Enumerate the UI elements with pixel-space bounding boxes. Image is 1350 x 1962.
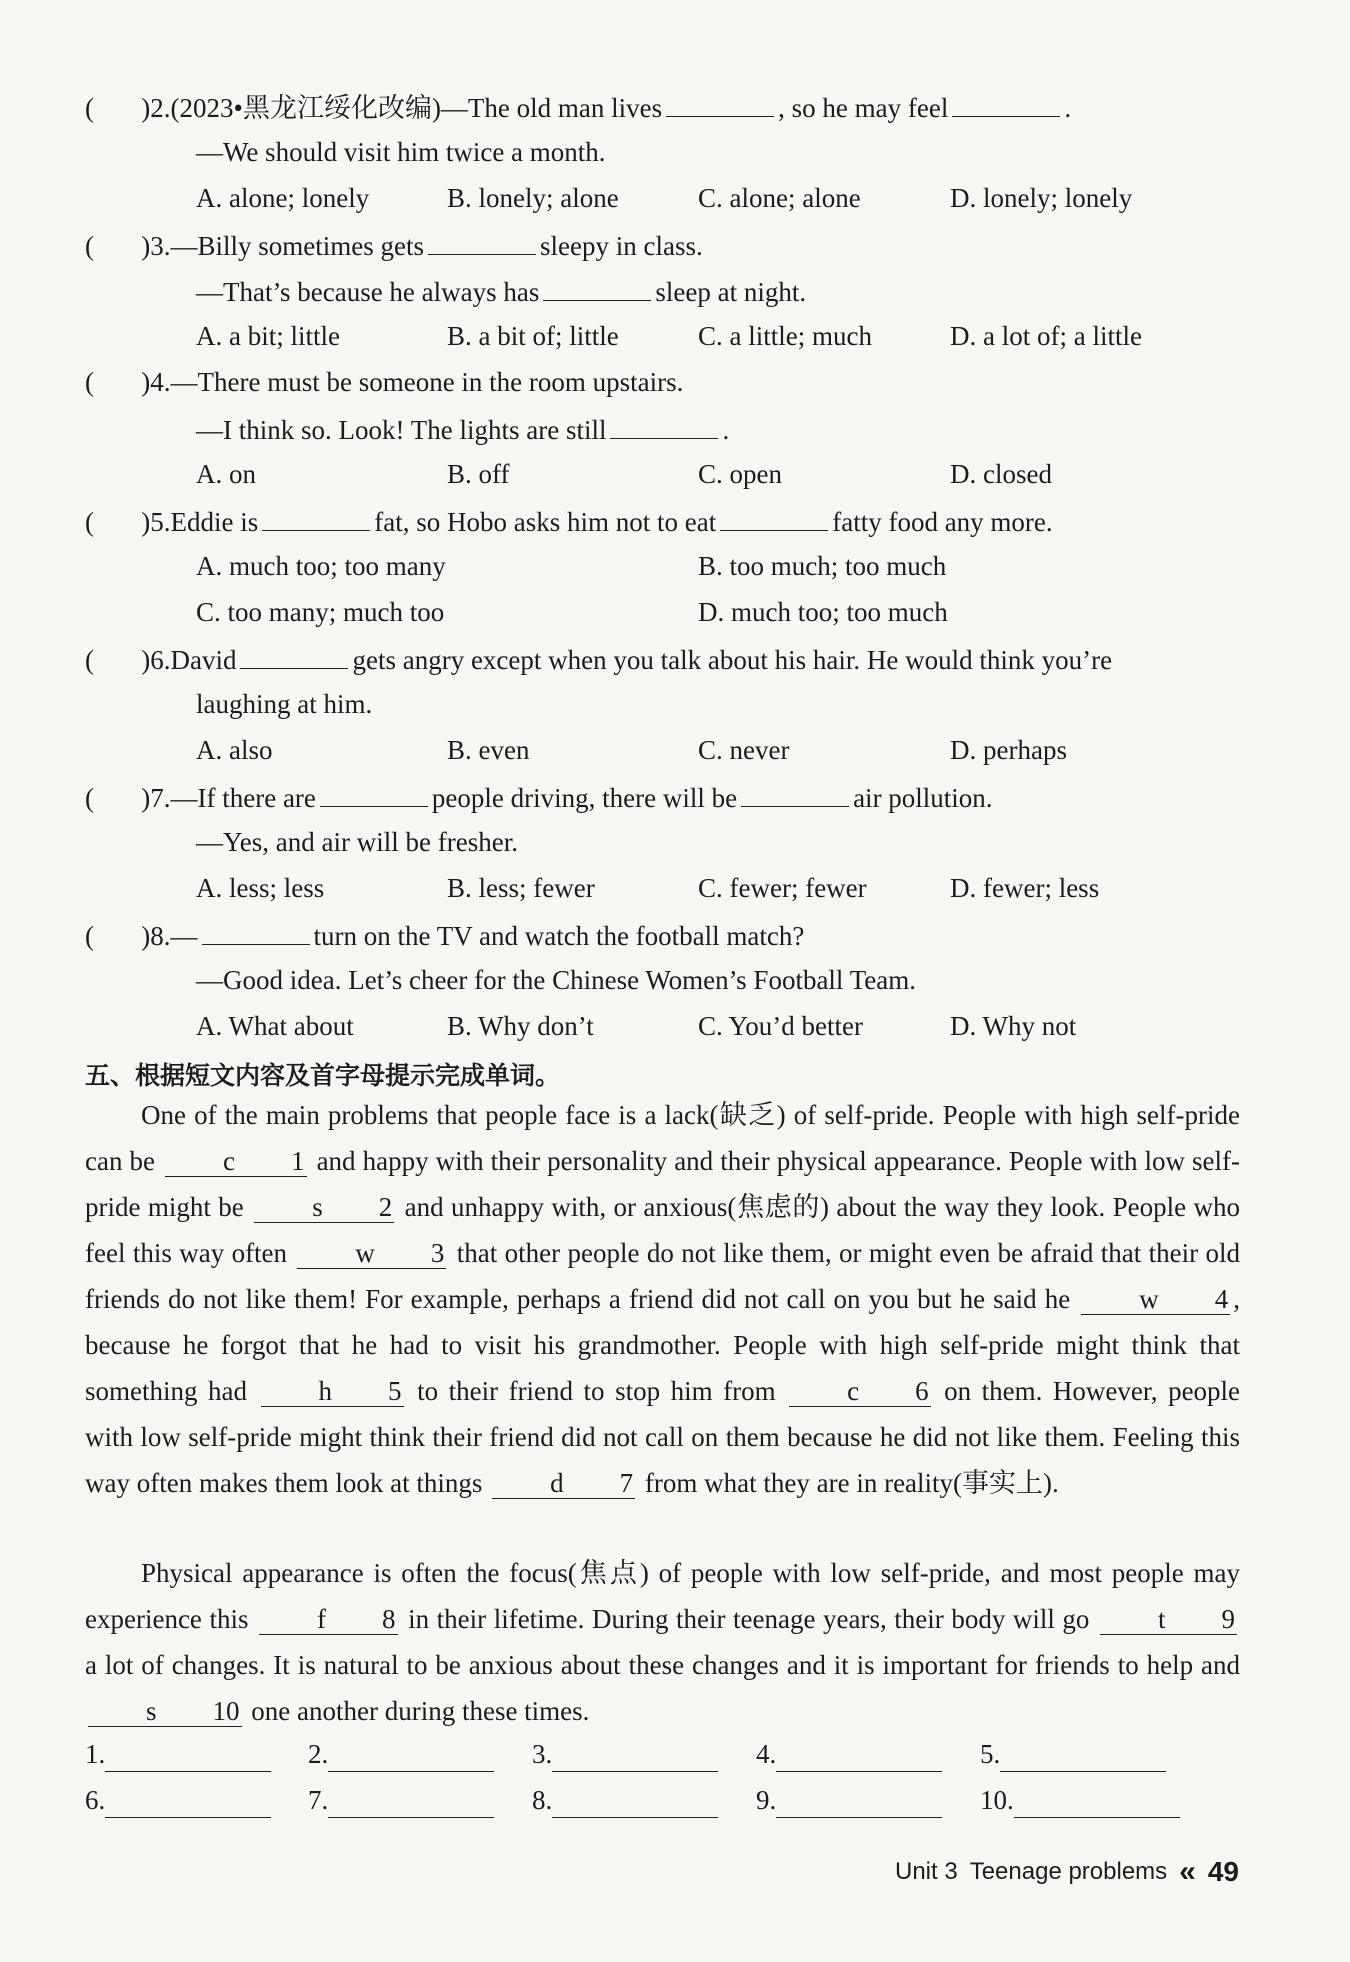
option-c: C. open bbox=[698, 459, 782, 489]
option-b: B. too much; too much bbox=[698, 551, 947, 581]
question-6 bbox=[85, 640, 1112, 678]
word-blank-6[interactable] bbox=[789, 1376, 930, 1407]
option-c: C. You’d better bbox=[698, 1011, 864, 1041]
answer-3[interactable] bbox=[532, 1736, 718, 1772]
answer-blank[interactable] bbox=[610, 410, 718, 439]
word-blank-10[interactable] bbox=[88, 1696, 242, 1727]
passage-text: in their lifetime. During their teenage years, their body will go bbox=[408, 1604, 1090, 1634]
option-d: D. fewer; less bbox=[950, 873, 1100, 903]
answer-blank[interactable] bbox=[240, 640, 348, 669]
option-b: B. off bbox=[447, 459, 510, 489]
answer-line[interactable] bbox=[328, 1787, 494, 1818]
option-c: C. a little; much bbox=[698, 321, 872, 351]
answer-line[interactable] bbox=[776, 1741, 942, 1772]
first-letter: h bbox=[318, 1376, 333, 1406]
question-stem: Eddie is bbox=[170, 507, 259, 537]
question-stem: David bbox=[170, 645, 237, 675]
passage-text: and unhappy with, or anxious(焦虑的) about the way they look. People who feel this way often bbox=[85, 1192, 1241, 1268]
section-heading: 五、根据短文内容及首字母提示完成单词。 bbox=[85, 1061, 561, 1090]
answer-4[interactable] bbox=[756, 1736, 942, 1772]
answer-blank[interactable] bbox=[741, 778, 849, 807]
word-blank-5[interactable] bbox=[261, 1376, 404, 1407]
blank-number: 3 bbox=[430, 1238, 445, 1268]
answer-10[interactable] bbox=[980, 1782, 1180, 1818]
answer-blank[interactable] bbox=[666, 88, 774, 117]
option-a: A. on bbox=[196, 459, 256, 489]
option-b: B. Why don’t bbox=[447, 1011, 594, 1041]
answer-2[interactable] bbox=[308, 1736, 494, 1772]
option-c: C. never bbox=[698, 735, 790, 765]
answer-6[interactable] bbox=[85, 1782, 271, 1818]
answer-label: 7. bbox=[308, 1785, 329, 1815]
option-a: A. much too; too many bbox=[196, 551, 446, 581]
answer-9[interactable] bbox=[756, 1782, 942, 1818]
question-3 bbox=[85, 226, 703, 264]
passage-text: to their friend to stop him from bbox=[417, 1376, 776, 1406]
option-a: A. What about bbox=[196, 1011, 354, 1041]
passage-text: One of the main problems that people face is a lack(缺乏) of self-pride. People with high self-pride can be bbox=[85, 1100, 1240, 1176]
passage-text: Physical appearance is often the focus(焦点) of people with low self-pride, and most people may experience this bbox=[85, 1558, 1240, 1634]
blank-number: 5 bbox=[388, 1376, 402, 1406]
answer-blank[interactable] bbox=[543, 272, 651, 301]
option-d: D. perhaps bbox=[950, 735, 1067, 765]
question-7 bbox=[85, 778, 993, 816]
option-a: A. alone; lonely bbox=[196, 183, 370, 213]
first-letter: s bbox=[146, 1696, 157, 1726]
question-3-reply bbox=[196, 272, 806, 310]
answer-label: 1. bbox=[85, 1739, 106, 1769]
word-blank-3[interactable] bbox=[297, 1238, 446, 1269]
option-d: D. much too; too much bbox=[698, 597, 948, 627]
option-d: D. lonely; lonely bbox=[950, 183, 1133, 213]
blank-number: 4 bbox=[1214, 1284, 1229, 1314]
option-a: A. less; less bbox=[196, 873, 325, 903]
question-4 bbox=[85, 364, 683, 400]
answer-paren[interactable]: ( bbox=[85, 93, 142, 123]
answer-label: 5. bbox=[980, 1739, 1001, 1769]
question-4-reply bbox=[196, 410, 729, 448]
question-stem-mid: sleepy in class. bbox=[540, 231, 703, 261]
first-letter: f bbox=[317, 1604, 327, 1634]
question-stem: —If there are bbox=[170, 783, 316, 813]
answer-label: 9. bbox=[756, 1785, 777, 1815]
question-stem: — bbox=[170, 921, 198, 951]
answer-line[interactable] bbox=[552, 1741, 718, 1772]
passage-text: a lot of changes. It is natural to be anxious about these changes and it is important for friends to help and bbox=[85, 1650, 1240, 1680]
option-b: B. even bbox=[447, 735, 530, 765]
answer-line[interactable] bbox=[105, 1741, 271, 1772]
word-blank-8[interactable] bbox=[259, 1604, 398, 1635]
answer-blank[interactable] bbox=[262, 502, 370, 531]
answer-line[interactable] bbox=[328, 1741, 494, 1772]
answer-blank[interactable] bbox=[320, 778, 428, 807]
option-a: A. a bit; little bbox=[196, 321, 340, 351]
question-5 bbox=[85, 502, 1053, 540]
answer-blank[interactable] bbox=[428, 226, 536, 255]
first-letter: c bbox=[223, 1146, 236, 1176]
unit-title: Teenage problems bbox=[969, 1858, 1168, 1885]
question-2 bbox=[85, 88, 1071, 126]
question-stem-mid: gets angry except when you talk about his hair. He would think you’re bbox=[352, 645, 1113, 675]
passage-paragraph-2 bbox=[85, 1550, 1240, 1734]
answer-line[interactable] bbox=[105, 1787, 271, 1818]
answer-label: 2. bbox=[308, 1739, 329, 1769]
question-number: )5. bbox=[141, 507, 171, 537]
passage-text: one another during these times. bbox=[251, 1696, 590, 1726]
answer-line[interactable] bbox=[1000, 1741, 1166, 1772]
answer-blank[interactable] bbox=[720, 502, 828, 531]
passage-text: and happy with their personality and their physical appearance. People with low self-pride might be bbox=[85, 1146, 1241, 1222]
passage-paragraph-1 bbox=[85, 1092, 1240, 1506]
option-b: B. less; fewer bbox=[447, 873, 595, 903]
question-stem: —There must be someone in the room upstairs. bbox=[170, 367, 684, 397]
word-blank-9[interactable] bbox=[1100, 1604, 1237, 1635]
option-a: A. also bbox=[196, 735, 273, 765]
blank-number: 7 bbox=[619, 1468, 634, 1498]
page-footer bbox=[895, 1855, 1239, 1889]
answer-label: 3. bbox=[532, 1739, 553, 1769]
passage-text: , because he forgot that he had to visit his grandmother. People with high self-pride might think that something had bbox=[85, 1284, 1240, 1406]
question-8-reply: —Good idea. Let’s cheer for the Chinese Women’s Football Team. bbox=[196, 965, 917, 995]
first-letter: c bbox=[847, 1376, 860, 1406]
answer-paren[interactable]: ( bbox=[85, 645, 142, 675]
answer-paren[interactable]: ( bbox=[85, 783, 142, 813]
blank-number: 9 bbox=[1221, 1604, 1236, 1634]
passage-text: that other people do not like them, or might even be afraid that their old friends do not like them! For example, perhaps a friend did not call on you but he said he bbox=[85, 1238, 1241, 1314]
question-number: )7. bbox=[141, 783, 171, 813]
blank-number: 10 bbox=[212, 1696, 240, 1726]
option-c: C. alone; alone bbox=[698, 183, 861, 213]
option-d: D. Why not bbox=[950, 1011, 1077, 1041]
answer-line[interactable] bbox=[776, 1787, 942, 1818]
answer-label: 6. bbox=[85, 1785, 106, 1815]
answer-8[interactable] bbox=[532, 1782, 718, 1818]
first-letter: d bbox=[550, 1468, 564, 1498]
passage-text: from what they are in reality(事实上). bbox=[644, 1468, 1059, 1498]
answer-paren[interactable]: ( bbox=[85, 367, 142, 397]
question-stem-end: fatty food any more. bbox=[832, 507, 1053, 537]
first-letter: w bbox=[1139, 1284, 1159, 1314]
answer-paren[interactable]: ( bbox=[85, 231, 142, 261]
question-8 bbox=[85, 916, 804, 954]
unit-label: Unit 3 bbox=[895, 1858, 958, 1885]
question-stem-end: . bbox=[1064, 93, 1072, 123]
answer-blank[interactable] bbox=[202, 916, 310, 945]
answer-paren[interactable]: ( bbox=[85, 507, 142, 537]
first-letter: s bbox=[312, 1192, 323, 1222]
question-2-reply: —We should visit him twice a month. bbox=[196, 137, 606, 167]
answer-label: 4. bbox=[756, 1739, 777, 1769]
word-blank-1[interactable] bbox=[165, 1146, 306, 1177]
first-letter: w bbox=[355, 1238, 375, 1268]
option-b: B. a bit of; little bbox=[447, 321, 619, 351]
reply-text: —That’s because he always has bbox=[196, 277, 540, 307]
first-letter: t bbox=[1158, 1604, 1166, 1634]
reply-text: —I think so. Look! The lights are still bbox=[196, 415, 607, 445]
answer-7[interactable] bbox=[308, 1782, 494, 1818]
question-6-cont: laughing at him. bbox=[196, 689, 373, 719]
answer-label: 8. bbox=[532, 1785, 553, 1815]
question-stem-mid: turn on the TV and watch the football match? bbox=[313, 921, 805, 951]
option-c: C. too many; much too bbox=[196, 597, 445, 627]
answer-label: 10. bbox=[980, 1785, 1014, 1815]
question-number: )4. bbox=[141, 367, 171, 397]
page-number: 49 bbox=[1207, 1856, 1240, 1887]
word-blank-7[interactable] bbox=[492, 1468, 635, 1499]
question-stem-mid: , so he may feel bbox=[778, 93, 949, 123]
answer-paren[interactable]: ( bbox=[85, 921, 142, 951]
blank-number: 6 bbox=[915, 1376, 929, 1406]
passage-text: on them. However, people with low self-pride might think their friend did not call on them because he did not like them. Feeling this way often makes them look at things bbox=[85, 1376, 1241, 1498]
reply-text-end: . bbox=[722, 415, 730, 445]
answer-5[interactable] bbox=[980, 1736, 1166, 1772]
question-7-reply: —Yes, and air will be fresher. bbox=[196, 827, 518, 857]
question-number: )2. bbox=[141, 93, 171, 123]
question-stem: —Billy sometimes gets bbox=[170, 231, 424, 261]
word-blank-2[interactable] bbox=[254, 1192, 394, 1223]
reply-text-end: sleep at night. bbox=[655, 277, 807, 307]
answer-1[interactable] bbox=[85, 1736, 271, 1772]
option-d: D. closed bbox=[950, 459, 1052, 489]
question-number: )8. bbox=[141, 921, 171, 951]
question-stem-mid: fat, so Hobo asks him not to eat bbox=[374, 507, 717, 537]
answer-blank[interactable] bbox=[952, 88, 1060, 117]
word-blank-4[interactable] bbox=[1081, 1284, 1230, 1315]
option-d: D. a lot of; a little bbox=[950, 321, 1142, 351]
question-number: )6. bbox=[141, 645, 171, 675]
option-b: B. lonely; alone bbox=[447, 183, 619, 213]
option-c: C. fewer; fewer bbox=[698, 873, 867, 903]
double-chevron-icon: « bbox=[1179, 1855, 1196, 1888]
answer-line[interactable] bbox=[1014, 1787, 1180, 1818]
blank-number: 1 bbox=[291, 1146, 305, 1176]
answer-line[interactable] bbox=[552, 1787, 718, 1818]
question-number: )3. bbox=[141, 231, 171, 261]
question-stem-end: air pollution. bbox=[853, 783, 993, 813]
question-stem: (2023•黑龙江绥化改编)—The old man lives bbox=[170, 93, 663, 123]
blank-number: 2 bbox=[378, 1192, 393, 1222]
question-stem-mid: people driving, there will be bbox=[431, 783, 738, 813]
blank-number: 8 bbox=[382, 1604, 396, 1634]
